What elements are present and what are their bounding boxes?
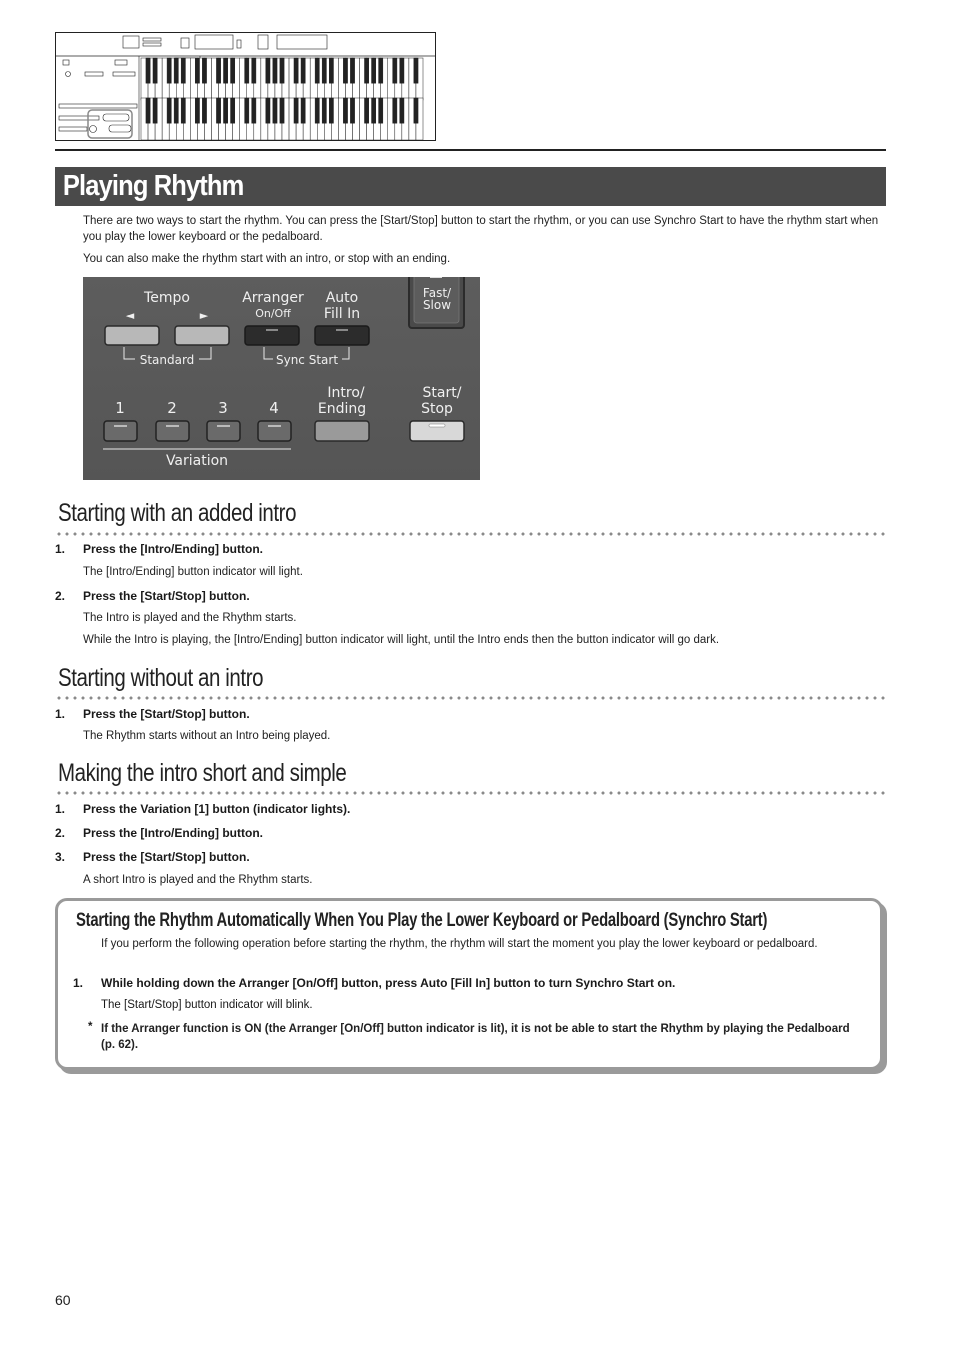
black-key [372, 58, 376, 83]
sync-start-label: Sync Start [275, 353, 339, 367]
black-key [343, 98, 347, 123]
step-note: The Rhythm starts without an Intro being played. [83, 730, 331, 742]
variation-4-label: 4 [269, 399, 279, 417]
fill-in-button[interactable] [315, 326, 369, 345]
black-key [400, 58, 404, 83]
intro-paragraph-2: You can also make the rhythm start with an intro, or stop with an ending. [83, 253, 451, 265]
intro-ending-button[interactable] [315, 421, 369, 441]
black-key [379, 58, 383, 83]
black-key [393, 98, 397, 123]
black-key [414, 98, 418, 123]
black-key [231, 58, 235, 83]
black-key [202, 98, 206, 123]
asterisk: * [88, 1021, 93, 1033]
step-note: The Intro is played and the Rhythm starts. [83, 612, 297, 624]
black-key [372, 98, 376, 123]
step-number: 1. [55, 542, 66, 556]
rhythm-panel-photo [83, 277, 480, 480]
black-key [167, 98, 171, 123]
black-key [280, 98, 284, 123]
black-key [174, 98, 178, 123]
arranger-onoff-button[interactable] [245, 326, 299, 345]
black-key [252, 58, 256, 83]
black-key [153, 98, 157, 123]
fill-in-label: Fill In [323, 306, 361, 322]
ending-label: Ending [317, 401, 367, 417]
black-key [223, 58, 227, 83]
black-key [414, 58, 418, 83]
standard-label: Standard [139, 353, 195, 367]
black-key [223, 98, 227, 123]
variation-3-button[interactable] [207, 421, 240, 441]
black-key [146, 58, 150, 83]
step-note: While the Intro is playing, the [Intro/Ending] button indicator will light, until the Intro ends then the button indicator will go dark. [83, 634, 720, 646]
black-key [400, 98, 404, 123]
black-key [252, 98, 256, 123]
black-key [202, 58, 206, 83]
black-key [364, 98, 368, 123]
black-key [294, 98, 298, 123]
black-key [350, 98, 354, 123]
black-key [273, 58, 277, 83]
step-text: Press the [Start/Stop] button. [83, 707, 250, 721]
black-key [195, 58, 199, 83]
black-key [393, 58, 397, 83]
variation-2-label: 2 [167, 399, 177, 417]
box-title: Starting the Rhythm Automatically When You Play the Lower Keyboard or Pedalboard (Synchro Start) [76, 910, 768, 931]
black-key [301, 98, 305, 123]
start-label: Start/ [422, 385, 462, 401]
step-number: 1. [55, 802, 66, 816]
dotted-divider [55, 791, 886, 795]
black-key [280, 58, 284, 83]
box-intro: If you perform the following operation before starting the rhythm, the rhythm will start the moment you play the lower keyboard or pedalboard. [101, 938, 818, 950]
stop-label: Stop [421, 401, 453, 417]
black-key [181, 58, 185, 83]
black-key [364, 58, 368, 83]
black-key [379, 98, 383, 123]
black-key [153, 58, 157, 83]
variation-2-button[interactable] [156, 421, 189, 441]
black-key [322, 98, 326, 123]
variation-1-button[interactable] [104, 421, 137, 441]
tempo-up-arrow: ► [199, 309, 209, 322]
black-key [273, 98, 277, 123]
black-key [329, 98, 333, 123]
black-key [216, 58, 220, 83]
black-key [322, 58, 326, 83]
black-key [301, 58, 305, 83]
step-text: Press the [Intro/Ending] button. [83, 826, 263, 840]
page-title: Playing Rhythm [62, 170, 244, 202]
step-text: Press the [Start/Stop] button. [83, 589, 250, 603]
arranger-onoff-label: On/Off [255, 307, 291, 320]
auto-label: Auto [325, 290, 359, 306]
black-key [245, 98, 249, 123]
step-number: 2. [55, 826, 66, 840]
intro-paragraph-1: There are two ways to start the rhythm. You can press the [Start/Stop] button to start the rhythm, or you can use Synchro Start to have the rhythm start when you play the lower keyboard or the pedalboard. [83, 215, 879, 243]
black-key [146, 98, 150, 123]
black-key [315, 58, 319, 83]
dotted-divider [55, 696, 886, 700]
variation-1-label: 1 [115, 399, 125, 417]
tempo-down-arrow: ◄ [125, 309, 135, 322]
step-text: Press the [Intro/Ending] button. [83, 542, 263, 556]
fast-label: Fast/ [422, 286, 452, 300]
step-note: A short Intro is played and the Rhythm starts. [83, 874, 313, 886]
organ-panel-diagram [55, 32, 436, 141]
slow-label: Slow [422, 298, 452, 312]
step-note: The [Intro/Ending] button indicator will light. [83, 566, 303, 578]
step-number: 3. [55, 850, 66, 864]
black-key [329, 58, 333, 83]
black-key [181, 98, 185, 123]
dotted-divider [55, 532, 886, 536]
step-text: Press the Variation [1] button (indicator lights). [83, 802, 351, 816]
variation-label: Variation [165, 453, 229, 469]
variation-3-label: 3 [218, 399, 228, 417]
section-heading-intro: Starting with an added intro [58, 499, 297, 527]
black-key [350, 58, 354, 83]
variation-4-button[interactable] [258, 421, 291, 441]
intro-label: Intro/ [327, 385, 365, 401]
black-key [195, 98, 199, 123]
step-text: Press the [Start/Stop] button. [83, 850, 250, 864]
black-key [294, 58, 298, 83]
box-step-number: 1. [73, 976, 84, 990]
black-key [343, 58, 347, 83]
box-caution: If the Arranger function is ON (the Arranger [On/Off] button indicator is lit), it is not be able to start the Rhythm by playing the Pedalboard (p. 62). [101, 1023, 850, 1051]
section-heading-no-intro: Starting without an intro [58, 664, 264, 692]
black-key [167, 58, 171, 83]
black-key [231, 98, 235, 123]
black-key [174, 58, 178, 83]
black-key [266, 58, 270, 83]
box-step-note: The [Start/Stop] button indicator will blink. [101, 999, 313, 1011]
tempo-label: Tempo [144, 290, 190, 306]
step-number: 2. [55, 589, 66, 603]
black-key [315, 98, 319, 123]
page-number: 60 [55, 1292, 71, 1308]
arranger-label: Arranger [242, 290, 304, 306]
top-rule [55, 149, 886, 151]
section-heading-short-intro: Making the intro short and simple [58, 759, 347, 787]
box-step-text: While holding down the Arranger [On/Off] button, press Auto [Fill In] button to turn Synchro Start on. [101, 976, 676, 990]
black-key [266, 98, 270, 123]
tempo-down-button[interactable] [105, 326, 159, 345]
step-number: 1. [55, 707, 66, 721]
tempo-up-button[interactable] [175, 326, 229, 345]
black-key [216, 98, 220, 123]
title-bar [55, 167, 886, 206]
black-key [245, 58, 249, 83]
